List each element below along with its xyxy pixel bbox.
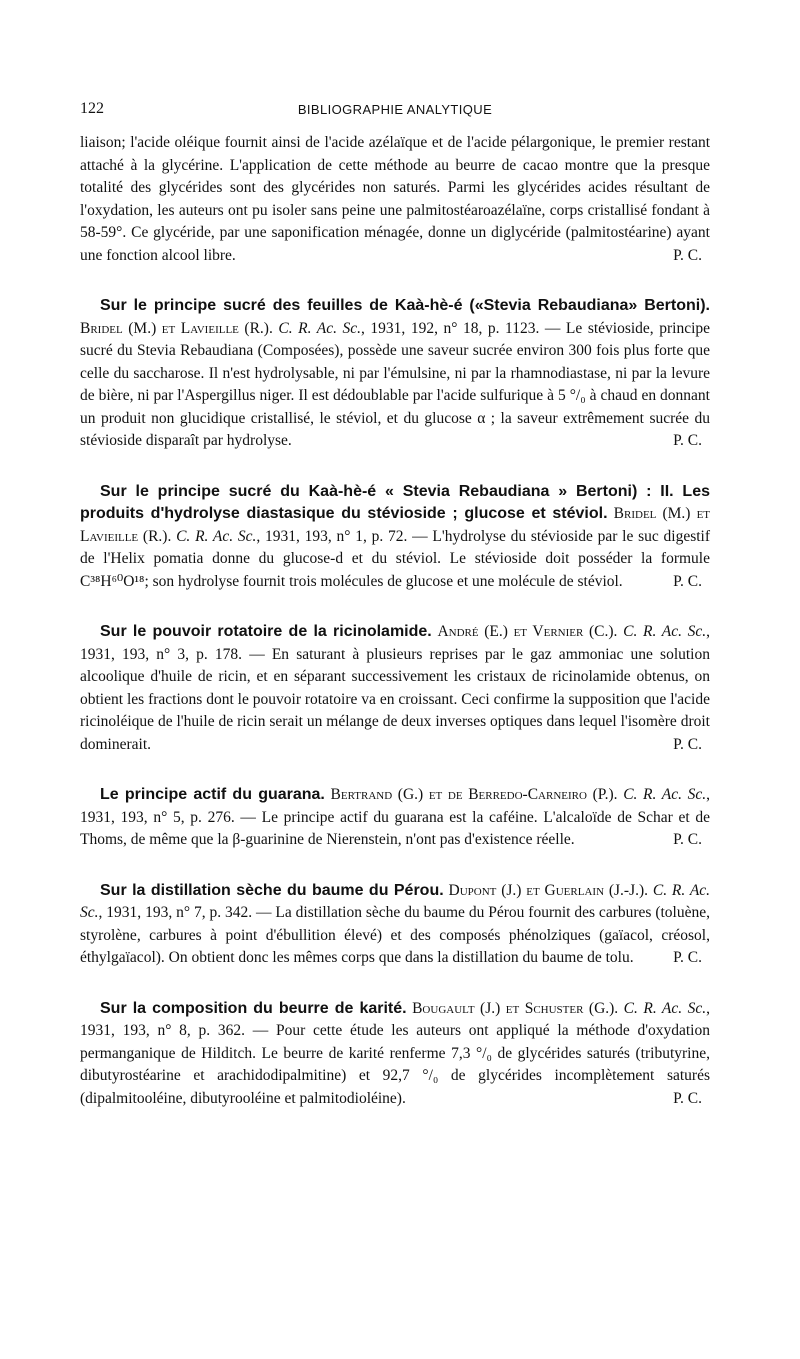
entry-text: — En saturant à plusieurs reprises par le gaz ammoniac une solution alcoolique d'huile de ricin, et en séparant successivement les cristaux de ricinolamide obtenus, on obtient les fractions dont le pouvoir rotatoire va en croissant. Ceci confirme la supposition que l'acide ricinoléique de l'huile de ricin serait un mélange de deux inverses optiques dans lequel l'isomère droit dominerait. [80,645,710,753]
abstract-entry [80,998,710,1111]
entry-title: Sur la distillation sèche du baume du Pérou. [100,881,444,899]
entry-journal: C. R. Ac. Sc. [623,999,707,1017]
entry-journal: C. R. Ac. Sc. [278,319,362,337]
signature: P. C. [673,1089,702,1107]
page-number: 122 [80,100,104,117]
signature: P. C. [673,831,702,848]
abstract-entry [80,295,710,453]
entry-text: — L'hydrolyse du stévioside par le suc digestif de l'Helix pomatia donne du glucose-d et du stéviol. Le stévioside doit posséder la formule C³⁸H⁶⁰O¹⁸; son hydrolyse fournit trois molécules de glucose et une molécule de stéviol. [80,527,711,590]
abstract-entry [80,481,710,594]
abstract-entry [80,621,710,756]
entry-authors: Bertrand (G.) et de Berredo-Carneiro (P.). [330,786,618,803]
intro-text: liaison; l'acide oléique fournit ainsi de l'acide azélaïque et de l'acide pélargonique, le premier restant attaché à la glycérine. L'application de cette méthode au beurre de cacao montre que la presque totalité des glycérides sont des glycérides non saturés. Parmi les glycérides acides résultant de l'oxydation, les auteurs ont pu isoler sans peine une palmitostéaroazélaïne, corps cristallisé fondant à 58-59°. Ce glycéride, par une saponification ménagée, donne un diglycéride (palmitostéarine) ayant une fonction alcool libre. [80,134,710,264]
entry-authors: Bougault (J.) et Schuster (G.). [412,999,619,1017]
entry-title: Sur la composition du beurre de karité. [100,999,407,1017]
entry-authors: Dupont (J.) et Guerlain (J.-J.). [448,881,649,899]
entry-text: — Le principe actif du guarana est la caféine. L'alcaloïde de Schar et de Thoms, de même que la β-guarinine de Nierenstein, n'ont pas d'existence réelle. [80,808,710,848]
entry-journal: C. R. Ac. Sc. [623,623,707,640]
entry-title: Sur le pouvoir rotatoire de la ricinolamide. [100,623,432,640]
entry-reference: , 1931, 193, n° 3, p. 178. [80,623,711,663]
entry-authors: Bridel (M.) et Lavieille (R.). [80,319,273,337]
entry-text: — Le stévioside, principe sucré du Stevia Rebaudiana (Composées), possède une saveur sucrée environ 300 fois plus forte que celle du saccharose. Il n'est hydrolysable, ni par l'émulsine, ni par la rhamnodiastase, ni par la levure de bière, ni par l'Aspergillus niger. Il est dédoublable par l'acide sulfurique à 5 °/₀ à chaud en donnant un produit non glucidique cristallisé, le stéviol, et du glucose α ; la saveur extrêmement sucrée du stévioside disparaît par hydrolyse. [80,319,711,449]
signature: P. C. [673,572,702,590]
abstract-entry [80,784,710,852]
intro-paragraph [80,132,710,267]
signature: P. C. [673,949,702,966]
entry-journal: C. R. Ac. Sc. [176,527,257,545]
entry-text: — Pour cette étude les auteurs ont appliqué la méthode d'oxydation permanganique de Hilditch. Le beurre de karité renferme 7,3 °/₀ de glycérides saturés (tributyrine, dibutyrostéarine et arachidodipalmitine) et 92,7 °/₀ de glycérides incomplètement saturés (dipalmitooléine, dibutyrooléine et palmitodioléine). [80,1022,710,1107]
entry-authors: André (E.) et Vernier (C.). [437,623,618,640]
running-head: BIBLIOGRAPHIE ANALYTIQUE [297,102,493,117]
page-header [80,100,710,124]
entry-reference: , 1931, 193, n° 8, p. 362. [80,999,710,1039]
entry-reference: , 1931, 193, n° 5, p. 276. [80,786,710,826]
page-body [80,132,710,1138]
signature: P. C. [673,735,702,753]
entry-title: Le principe actif du guarana. [100,786,325,803]
signature: P. C. [673,432,702,449]
abstract-entry [80,880,710,970]
entry-text: — La distillation sèche du baume du Pérou fournit des carbures (toluène, styrolène, carbures à point d'ébullition élevé) et des composés phénolziques (gaïacol, créosol, éthylgaïacol). On obtient donc les mêmes corps que dans la distillation du baume de tolu. [80,904,710,966]
entry-authors: Bridel (M.) et Lavieille (R.). [80,505,711,545]
entry-reference: , 1931, 193, n° 7, p. 342. [98,904,253,921]
entry-journal: C. R. Ac. Sc. [80,881,711,921]
entry-reference: , 1931, 193, n° 1, p. 72. [256,527,408,545]
entry-title: Sur le principe sucré des feuilles de Kaà-hè-é («Stevia Rebaudiana» Bertoni). [100,297,710,314]
entry-reference: , 1931, 192, n° 18, p. 1123. [361,319,540,337]
signature: P. C. [673,246,702,264]
entry-title: Sur le principe sucré du Kaà-hè-é « Stevia Rebaudiana » Bertoni) : II. Les produits d'hydrolyse diastasique du stévioside ; glucose et stéviol. [80,482,710,522]
entry-journal: C. R. Ac. Sc. [623,786,707,803]
